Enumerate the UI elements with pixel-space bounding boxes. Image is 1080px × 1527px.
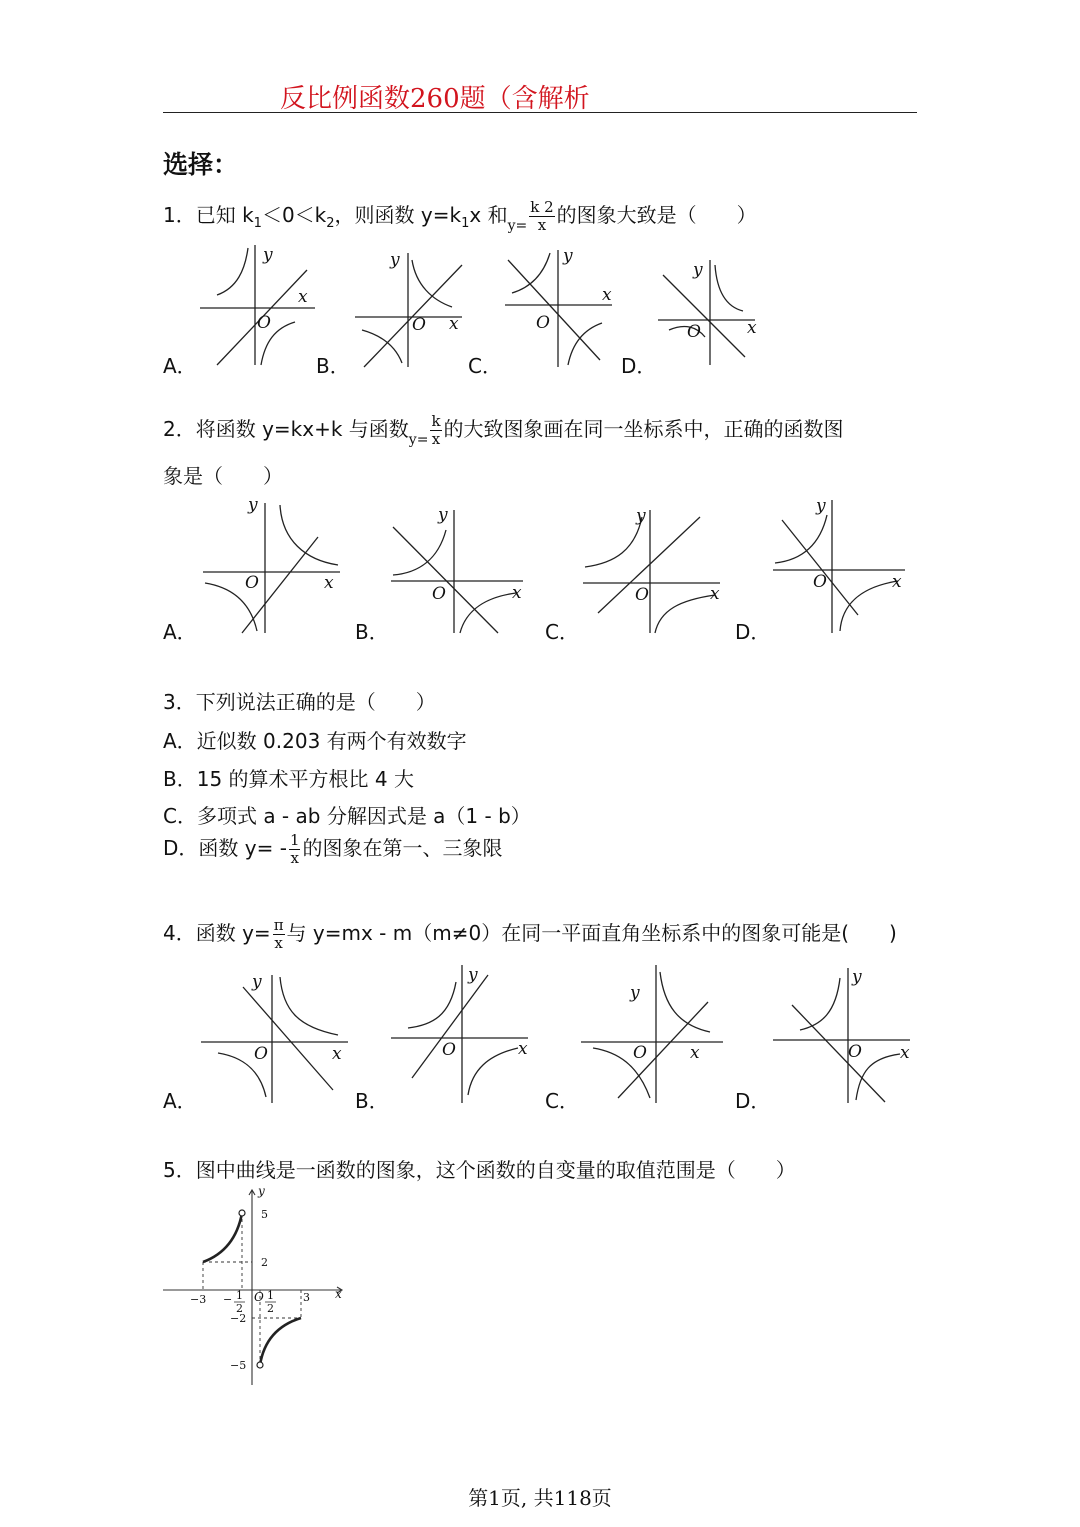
- question-2-stem-line2: 象是（ ）: [163, 464, 283, 488]
- q4a-origin-label: O: [254, 1044, 268, 1064]
- q1-text-a: 1．已知 k: [163, 203, 254, 227]
- question-1-stem: [163, 199, 757, 240]
- q4d-x-label: x: [900, 1043, 910, 1063]
- q4-option-b[interactable]: B．: [355, 1089, 389, 1113]
- q2b-y-label: y: [438, 505, 448, 525]
- q1d-y-label: y: [693, 260, 703, 280]
- title-divider: [163, 112, 917, 113]
- q4-option-d[interactable]: D．: [735, 1089, 771, 1113]
- q1-graph-d: [655, 255, 765, 370]
- q1-option-d[interactable]: D．: [621, 354, 657, 378]
- q1-text-d: x 和: [469, 203, 508, 227]
- q4d-origin-label: O: [848, 1042, 862, 1062]
- q4-option-a[interactable]: A．: [163, 1089, 197, 1113]
- q5-tick-xn3: −3: [190, 1293, 207, 1306]
- q3-option-d[interactable]: [163, 832, 502, 867]
- question-3-stem: 3．下列说法正确的是（ ）: [163, 690, 436, 714]
- q1a-origin-label: O: [257, 313, 271, 333]
- q1-frac-prefix: y=: [507, 218, 528, 234]
- q2d-origin-label: O: [813, 572, 827, 592]
- q5-tick-yn5: −5: [230, 1359, 247, 1372]
- q4-graph-a: [198, 965, 353, 1105]
- q1a-y-label: y: [263, 245, 273, 265]
- q1-fraction: [529, 199, 554, 234]
- q1-text-e: 的图象大致是（ ）: [556, 203, 757, 227]
- q1a-x-label: x: [298, 287, 308, 307]
- q4a-x-label: x: [332, 1044, 342, 1064]
- q5-tick-half-den: 2: [267, 1302, 274, 1315]
- q5-tick-y2: 2: [261, 1256, 268, 1269]
- q3d-text-a: D．函数 y= -: [163, 836, 287, 860]
- q2-graph-b: [388, 505, 528, 635]
- q1-sub-1: 1: [253, 216, 262, 231]
- q5-open-point-top: [239, 1210, 245, 1216]
- q2c-x-label: x: [710, 584, 720, 604]
- q1d-origin-label: O: [687, 322, 701, 342]
- q4a-y-label: y: [252, 972, 262, 992]
- q2-option-d[interactable]: D．: [735, 620, 771, 644]
- q1-frac-den: x: [537, 216, 547, 234]
- q1b-origin-label: O: [412, 315, 426, 335]
- q4b-y-label: y: [468, 965, 478, 985]
- q2-text-a: 2．将函数 y=kx+k 与函数: [163, 417, 409, 441]
- q2-frac-den: x: [431, 430, 441, 448]
- q1c-origin-label: O: [536, 313, 550, 333]
- q4-graph-c: [578, 960, 728, 1105]
- q1c-y-label: y: [563, 246, 573, 266]
- q2c-y-label: y: [636, 506, 646, 526]
- q2-graph-d: [770, 495, 910, 635]
- q1d-x-label: x: [747, 318, 757, 338]
- q5-tick-y5: 5: [261, 1208, 268, 1221]
- q4-graph-d: [770, 960, 915, 1105]
- q2-frac-prefix: y=: [408, 432, 429, 448]
- q2d-y-label: y: [816, 496, 826, 516]
- q4c-origin-label: O: [633, 1043, 647, 1063]
- q4-frac-num: π: [273, 916, 284, 934]
- q3d-frac-den: x: [290, 849, 299, 867]
- q3-option-b[interactable]: B．15 的算术平方根比 4 大: [163, 767, 414, 791]
- q1-graph-c: [500, 245, 625, 370]
- q5-graph: [160, 1185, 350, 1390]
- q4-option-c[interactable]: C．: [545, 1089, 579, 1113]
- q2-text-b: 的大致图象画在同一坐标系中，正确的函数图: [443, 417, 844, 441]
- q4c-y-label: y: [630, 983, 640, 1003]
- q2-option-b[interactable]: B．: [355, 620, 389, 644]
- q3-option-a[interactable]: A．近似数 0.203 有两个有效数字: [163, 729, 467, 753]
- q1-option-a[interactable]: A．: [163, 354, 197, 378]
- q1c-x-label: x: [602, 285, 612, 305]
- question-5-stem: 5．图中曲线是一函数的图象，这个函数的自变量的取值范围是（ ）: [163, 1158, 796, 1182]
- q1-text-b: ＜0＜k: [261, 203, 327, 227]
- q3d-fraction: [289, 832, 301, 867]
- q4b-x-label: x: [518, 1039, 528, 1059]
- q3-option-c[interactable]: C．多项式 a - ab 分解因式是 a（1 - b）: [163, 804, 531, 828]
- q2-graph-c: [580, 505, 725, 635]
- q4-text-a: 4．函数 y=: [163, 921, 271, 945]
- q2b-x-label: x: [512, 583, 522, 603]
- q5-tick-neg-half-num: 1: [236, 1289, 243, 1302]
- q4d-y-label: y: [852, 967, 862, 987]
- q2-option-a[interactable]: A．: [163, 620, 197, 644]
- q5-x-label: x: [335, 1287, 342, 1301]
- q3d-text-b: 的图象在第一、三象限: [302, 836, 503, 860]
- question-4-stem: [163, 917, 897, 952]
- q4b-origin-label: O: [442, 1040, 456, 1060]
- q1-sub-2: 2: [326, 216, 335, 231]
- q2-option-c[interactable]: C．: [545, 620, 579, 644]
- q4-text-b: 与 y=mx - m（m≠0）在同一平面直角坐标系中的图象可能是( ): [286, 921, 897, 945]
- q1-option-c[interactable]: C．: [468, 354, 502, 378]
- q4c-x-label: x: [690, 1043, 700, 1063]
- document-title: 反比例函数260题（含解析: [280, 84, 590, 114]
- q2a-y-label: y: [248, 495, 258, 515]
- q5-tick-half-num: 1: [267, 1289, 274, 1302]
- q2d-x-label: x: [892, 572, 902, 592]
- q5-origin-label: O: [254, 1290, 264, 1304]
- q5-tick-neg-half-den: 2: [236, 1302, 243, 1315]
- q5-tick-yn2: −2: [230, 1312, 247, 1325]
- q5-y-label: y: [258, 1184, 265, 1198]
- q1-text-c: ，则函数 y=k: [334, 203, 462, 227]
- q2-graph-a: [200, 495, 345, 635]
- q2b-origin-label: O: [432, 584, 446, 604]
- q1-sub-3: 1: [461, 216, 470, 231]
- q2-fraction: [430, 413, 441, 448]
- q1-graph-b: [350, 245, 475, 370]
- q3d-frac-num: 1: [289, 831, 300, 849]
- q1b-x-label: x: [449, 314, 459, 334]
- q5-tick-x3: 3: [303, 1291, 310, 1304]
- q1-graph-a: [195, 240, 320, 370]
- q1b-y-label: y: [390, 250, 400, 270]
- q1-frac-num: k 2: [530, 198, 554, 216]
- q2a-x-label: x: [324, 573, 334, 593]
- q5-open-point-bottom: [257, 1362, 263, 1368]
- q4-fraction: [273, 917, 285, 952]
- q2-frac-num: k: [431, 412, 441, 430]
- q4-frac-den: x: [274, 934, 283, 952]
- q2a-origin-label: O: [245, 573, 259, 593]
- q5-tick-neg-sign: −: [223, 1293, 233, 1306]
- q1-option-b[interactable]: B．: [316, 354, 350, 378]
- q2c-origin-label: O: [635, 585, 649, 605]
- page-footer: 第1页, 共118页: [468, 1486, 612, 1510]
- q4-graph-b: [388, 960, 533, 1105]
- section-heading: 选择：: [163, 150, 239, 179]
- question-2-stem: [163, 413, 844, 454]
